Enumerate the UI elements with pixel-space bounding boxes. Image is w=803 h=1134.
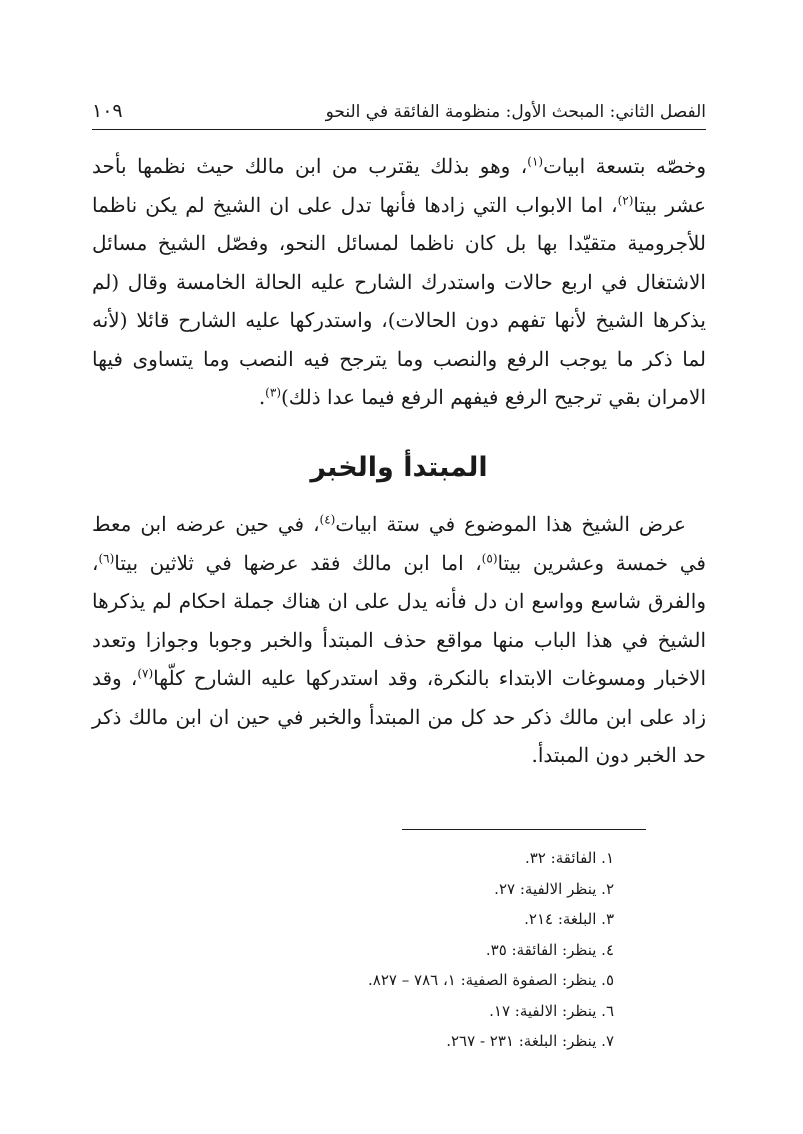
paragraph-2-text-2: ، في حين عرضه ابن معط في خمسة وعشرين بيتا (92, 512, 706, 575)
paragraph-2-text-3: ، اما ابن مالك فقد عرضها في ثلاثين بيتا (114, 550, 482, 575)
paragraph-1-text-4: . (258, 385, 266, 409)
paragraph-1-text-2: ، وهو بذلك يقترب من ابن مالك حيث نظمها بأحد عشر بيتا (92, 154, 707, 217)
footnote-separator (402, 829, 646, 830)
paragraph-2 (92, 505, 706, 775)
footnote-3: ٣. البلغة: ٢١٤. (524, 910, 614, 928)
header-title: الفصل الثاني: المبحث الأول: منظومة الفائقة في النحو (325, 102, 706, 122)
footnote-ref-2: (٢) (617, 192, 634, 207)
running-header (92, 88, 706, 122)
footnote-4: ٤. ينظر: الفائقة: ٣٥. (485, 940, 614, 959)
section-heading: المبتدأ والخبر (310, 452, 488, 483)
paragraph-1-text-1: وخصّه بتسعة ابيات (543, 154, 706, 178)
paragraph-2-text-4: ، والفرق شاسع وواسع ان دل فأنه يدل على ان هناك جملة احكام لم يذكرها الشيخ في هذا الباب منها مواقع حذف المبتدأ والخبر وجوبا وجوازا وتعدد الاخبار ومسوغات الابتداء بالنكرة، وقد استدركها عليه الشارح كلّها (92, 550, 707, 690)
footnote-ref-1: (١) (527, 154, 544, 169)
paragraph-2-text-5: ، وقد زاد على ابن مالك ذكر حد كل من المبتدأ والخبر في حين ان ابن مالك ذكر حد الخبر دون المبتدأ. (92, 666, 706, 767)
footnote-1: ١. الفائقة: ٣٢. (524, 849, 614, 867)
footnote-5: ٥. ينظر: الصفوة الصفية: ١، ٧٨٦ – ٨٢٧. (368, 971, 614, 989)
footnote-2: ٢. ينظر الالفية: ٢٧. (494, 879, 614, 898)
footnote-ref-7: (٧) (137, 666, 154, 681)
footnote-6: ٦. ينظر: الالفية: ١٧. (489, 1001, 614, 1020)
footnote-7: ٧. ينظر: البلغة: ٢٣١ - ٢٦٧. (446, 1032, 614, 1050)
header-rule (92, 129, 706, 130)
footnote-ref-6: (٦) (98, 550, 115, 565)
footnote-ref-5: (٥) (481, 550, 498, 565)
page-number: ١٠٩ (92, 100, 123, 122)
footnote-ref-3: (٣) (265, 385, 281, 400)
footnote-ref-4: (٤) (319, 512, 336, 527)
footnotes (92, 843, 706, 1057)
paragraph-1-text-3: ، اما الابواب التي زادها فأنها تدل على ان الشيخ لم يكن ناظما للأجرومية متقيّدا بها بل كان ناظما لمسائل النحو، وفصّل الشيخ مسائل الاشتغال في اربع حالات واستدرك الشارح عليه الحالة الخامسة وقال (لم يذكرها الشيخ لأنها تفهم دون الحالات)، واستدركها عليه الشارح قائلا (لأنه لما ذكر ما يوجب الرفع والنصب وما يترجح فيه النصب وما يتساوى فيها الامران بقي ترجيح الرفع فيفهم الرفع فيما عدا ذلك) (92, 192, 706, 409)
paragraph-1 (92, 147, 706, 417)
paragraph-2-text-1: عرض الشيخ هذا الموضوع في ستة ابيات (335, 512, 686, 536)
